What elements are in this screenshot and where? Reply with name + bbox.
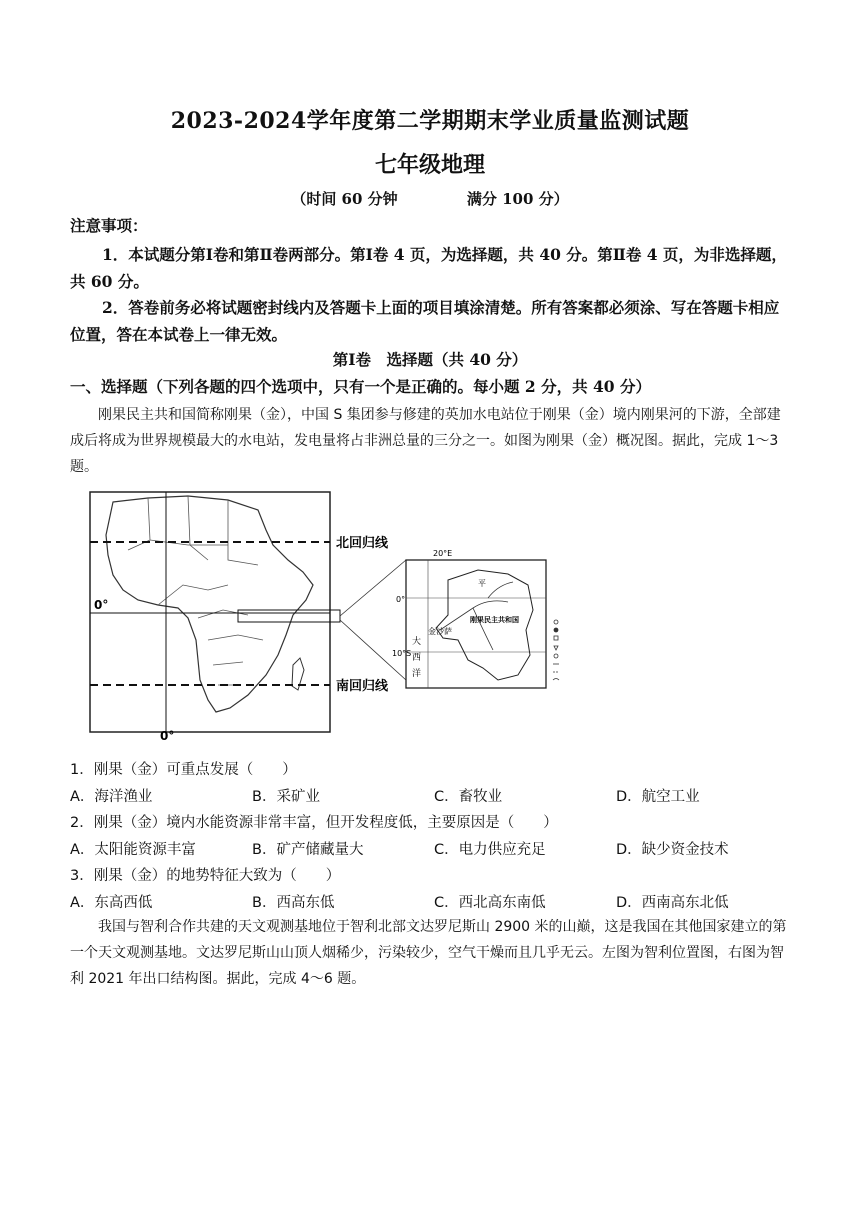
- inset-label-lat0: 0°: [396, 595, 406, 604]
- question-2-option-a: A．太阳能资源丰富: [70, 842, 196, 858]
- inset-label-ocean-3: 洋: [412, 669, 422, 679]
- section-1-title: 第Ⅰ卷 选择题（共 40 分）: [332, 350, 528, 369]
- legend-symbol-8: [553, 679, 559, 681]
- inset-label-city: 金沙萨: [428, 627, 452, 636]
- congo-overview-map: [88, 490, 618, 740]
- legend-symbol-4: [554, 646, 558, 650]
- part-1-heading: 一、选择题（下列各题的四个选项中，只有一个是正确的。每小题 2 分，共 40 分）: [70, 377, 651, 396]
- question-3-option-a: A．东高西低: [70, 895, 153, 911]
- label-tropic-south: 南回归线: [336, 679, 389, 694]
- question-1-option-a: A．海洋渔业: [70, 789, 153, 805]
- inset-label-ocean-2: 西: [412, 653, 422, 663]
- question-1-option-d: D．航空工业: [616, 789, 700, 805]
- exam-title: 2023-2024学年度第二学期期末学业质量监测试题: [170, 108, 690, 134]
- legend-symbol-1: [554, 620, 558, 624]
- map-frame: [90, 492, 330, 732]
- question-2-option-b: B．矿产储藏量大: [252, 842, 364, 858]
- question-1-option-c: C．畜牧业: [434, 789, 503, 805]
- notice-item-2: 2．答卷前务必将试题密封线内及答题卡上面的项目填涂清楚。所有答案都必须涂、写在答题卡相应位置，答在本试卷上一律无效。: [70, 298, 780, 344]
- africa-outline: [106, 496, 313, 712]
- connector-top: [340, 560, 406, 616]
- exam-subject: 七年级地理: [374, 152, 485, 178]
- question-1-option-b: B．采矿业: [252, 789, 320, 805]
- exam-score: 满分 100 分）: [466, 190, 569, 208]
- legend-symbol-5: [554, 654, 558, 658]
- label-equator: 0°: [94, 598, 109, 612]
- question-2-stem: 2．刚果（金）境内水能资源非常丰富，但开发程度低，主要原因是（ ）: [70, 815, 558, 831]
- passage-1: 刚果民主共和国简称刚果（金），中国 S 集团参与修建的英加水电站位于刚果（金）境内刚果河的下游，全部建成后将成为世界规模最大的水电站，发电量将占非洲总量的三分之一。如图为刚果（金）概况图。据此，完成 1～3 题。: [70, 407, 781, 475]
- country-borders: [128, 496, 263, 685]
- passage-2: 我国与智利合作共建的天文观测基地位于智利北部文达罗尼斯山 2900 米的山巅，这是我国在其他国家建立的第一个天文观测基地。文达罗尼斯山山顶人烟稀少，污染较少，空气干燥而且几乎无云。左图为智利位置图，右图为智利 2021 年出口结构图。据此，完成 4～6 题。: [70, 919, 787, 987]
- inset-label-lat10: 10°S: [392, 649, 412, 658]
- exam-time-score: [0, 188, 860, 209]
- question-3-option-d: D．西南高东北低: [616, 895, 729, 911]
- legend-symbol-2: [554, 628, 558, 632]
- label-meridian: 0°: [160, 729, 175, 740]
- question-2-option-d: D．缺少资金技术: [616, 842, 729, 858]
- exam-time: （时间 60 分钟: [291, 190, 398, 208]
- inset-label-mark: 平: [478, 579, 486, 588]
- question-1-stem: 1．刚果（金）可重点发展（ ）: [70, 762, 297, 778]
- question-2-option-c: C．电力供应充足: [434, 842, 546, 858]
- notice-item-1: 1．本试题分第Ⅰ卷和第Ⅱ卷两部分。第Ⅰ卷 4 页，为选择题，共 40 分。第Ⅱ卷 4 页，为非选择题，共 60 分。: [70, 245, 787, 291]
- inset-frame: [406, 560, 546, 688]
- notice-heading: 注意事项：: [70, 216, 148, 235]
- inset-label-lon: 20°E: [433, 549, 453, 558]
- question-3-option-c: C．西北高东南低: [434, 895, 546, 911]
- legend-symbol-3: [554, 636, 558, 640]
- congo-highlight: [238, 610, 340, 622]
- map-legend: [553, 620, 559, 680]
- question-3-option-b: B．西高东低: [252, 895, 335, 911]
- label-tropic-north: 北回归线: [336, 536, 389, 551]
- question-3-stem: 3．刚果（金）的地势特征大致为（ ）: [70, 868, 341, 884]
- inset-label-ocean-1: 大: [412, 637, 422, 647]
- inset-label-country: 刚果民主共和国: [470, 616, 519, 624]
